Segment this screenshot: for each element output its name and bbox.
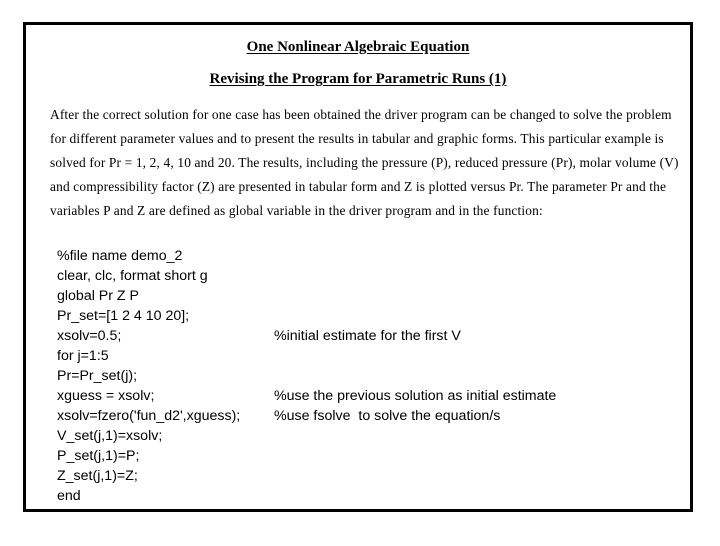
code-text: P_set(j,1)=P;	[57, 448, 140, 464]
code-comment: %use the previous solution as initial estimate	[274, 388, 557, 404]
code-line	[57, 306, 677, 326]
code-line	[57, 446, 677, 466]
code-text: Pr=Pr_set(j);	[57, 368, 138, 384]
description-paragraph: After the correct solution for one case has been obtained the driver program can be changed to solve the problem for different parameter values and to present the results in tabular and graphic forms. This particular example is solved for Pr = 1, 2, 4, 10 and 20. The results, including the pressure (P), reduced pressure (Pr), molar volume (V) and compressibility factor (Z) are presented in tabular form and Z is plotted versus Pr. The parameter Pr and the variables P and Z are defined as global variable in the driver program and in the function:	[50, 107, 679, 218]
code-line	[57, 386, 677, 406]
code-line	[57, 486, 677, 506]
code-comment: %initial estimate for the first V	[274, 328, 461, 344]
code-text: Pr_set=[1 2 4 10 20];	[57, 308, 190, 324]
code-text: xsolv=0.5;	[57, 328, 122, 344]
code-line	[57, 426, 677, 446]
code-text: clear, clc, format short g	[57, 268, 208, 284]
code-line	[57, 466, 677, 486]
code-text: V_set(j,1)=xsolv;	[57, 428, 163, 444]
code-text: xsolv=fzero('fun_d2',xguess);	[57, 408, 241, 424]
code-comment: %use fsolve to solve the equation/s	[274, 408, 501, 424]
code-line	[57, 286, 677, 306]
page-subtitle: Revising the Program for Parametric Runs (1)	[209, 71, 507, 87]
code-text: end	[57, 488, 81, 504]
code-line	[57, 246, 677, 266]
code-text: xguess = xsolv;	[57, 388, 155, 404]
code-text: %file name demo_2	[57, 248, 183, 264]
code-line	[57, 366, 677, 386]
code-line	[57, 346, 677, 366]
code-text: global Pr Z P	[57, 288, 140, 304]
code-line	[57, 266, 677, 286]
code-line	[57, 326, 677, 346]
code-block	[57, 246, 677, 506]
code-line	[57, 406, 677, 426]
page-title: One Nonlinear Algebraic Equation	[246, 39, 470, 55]
slide-frame	[23, 22, 693, 512]
code-text: Z_set(j,1)=Z;	[57, 468, 138, 484]
code-text: for j=1:5	[57, 348, 109, 364]
